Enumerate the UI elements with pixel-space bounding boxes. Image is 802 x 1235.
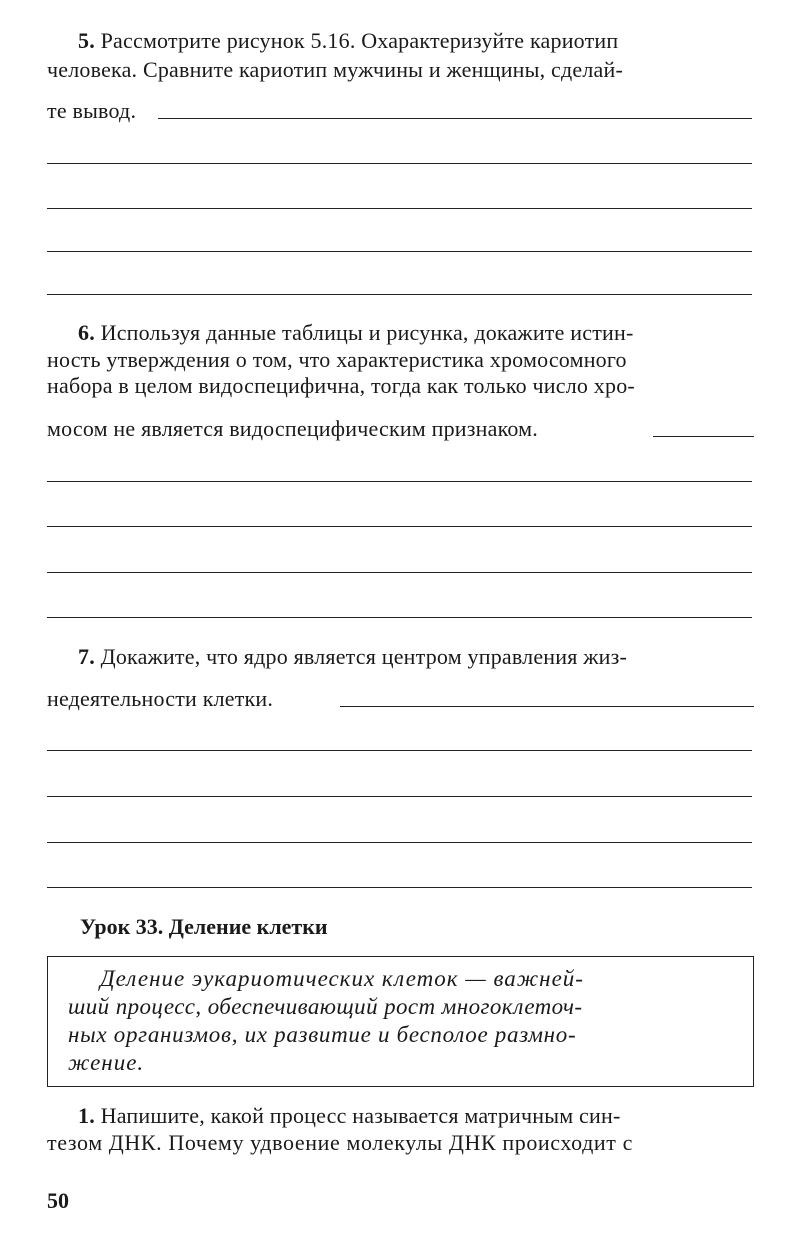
answer-line[interactable] xyxy=(47,163,752,164)
answer-line[interactable] xyxy=(47,617,752,618)
task6-line1: 6. Используя данные таблицы и рисунка, докажите истин- xyxy=(78,320,634,345)
answer-line[interactable] xyxy=(47,750,752,751)
answer-line[interactable] xyxy=(47,294,752,295)
task5-number: 5. xyxy=(78,28,95,53)
task7-line2: недеятельности клетки. xyxy=(47,686,274,711)
task1-number: 1. xyxy=(78,1103,95,1128)
task5-line2: человека. Сравните кариотип мужчины и женщины, сделай- xyxy=(47,57,623,82)
lesson-heading: Урок 33. Деление клетки xyxy=(80,914,328,939)
answer-line[interactable] xyxy=(47,251,752,252)
task7-number: 7. xyxy=(78,644,95,669)
task6-line2: ность утверждения о том, что характеристика хромосомного xyxy=(47,347,627,372)
definition-line3: ных организмов, их развитие и бесполое размно- xyxy=(68,1022,577,1047)
definition-line4: жение. xyxy=(68,1050,145,1075)
answer-line[interactable] xyxy=(47,481,752,482)
answer-line[interactable] xyxy=(340,706,754,707)
task5-line3: те вывод. xyxy=(47,98,137,123)
task6-line4: мосом не является видоспецифическим признаком. xyxy=(47,416,538,441)
task6-number: 6. xyxy=(78,320,95,345)
answer-line[interactable] xyxy=(158,118,752,119)
answer-line[interactable] xyxy=(47,887,752,888)
task1-line2: тезом ДНК. Почему удвоение молекулы ДНК происходит с xyxy=(47,1130,633,1155)
definition-line1: Деление эукариотических клеток — важней- xyxy=(100,966,584,991)
answer-line[interactable] xyxy=(47,796,752,797)
task7-line1: 7. Докажите, что ядро является центром управления жиз- xyxy=(78,644,628,669)
answer-line[interactable] xyxy=(47,842,752,843)
answer-line[interactable] xyxy=(47,208,752,209)
definition-line2: ший процесс, обеспечивающий рост многоклеточ- xyxy=(68,994,583,1019)
answer-line[interactable] xyxy=(47,572,752,573)
task6-line3: набора в целом видоспецифична, тогда как только число хро- xyxy=(47,373,635,398)
task1-line1: 1. Напишите, какой процесс называется матричным син- xyxy=(78,1103,621,1128)
page-number: 50 xyxy=(47,1188,69,1213)
answer-line[interactable] xyxy=(653,436,754,437)
answer-line[interactable] xyxy=(47,526,752,527)
task5-line1: 5. Рассмотрите рисунок 5.16. Охарактеризуйте кариотип xyxy=(78,28,619,53)
